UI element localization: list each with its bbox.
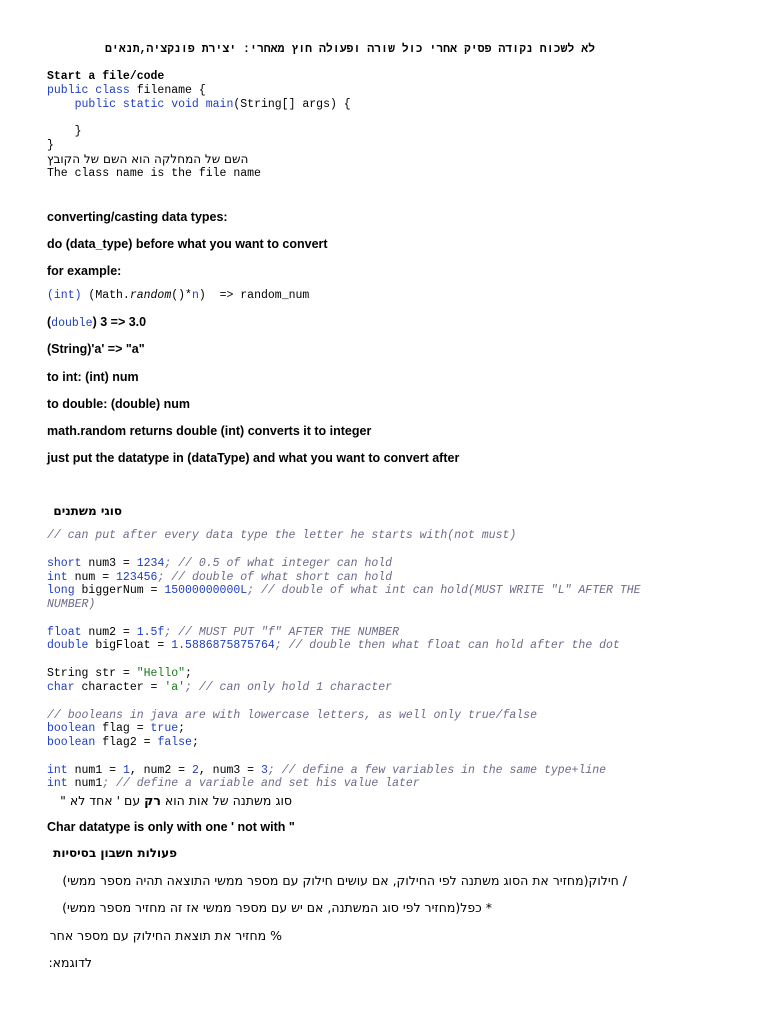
code-boolean: true — [150, 722, 179, 735]
example-string: (String)'a' => "a" — [47, 342, 145, 356]
code-text: num2 = — [81, 626, 137, 639]
code-variable: n — [191, 289, 199, 302]
code-keyword: int — [47, 777, 68, 790]
code-long-cont: NUMBER) — [47, 598, 96, 611]
note-emphasis: רק — [144, 793, 161, 808]
code-long — [47, 584, 641, 598]
code-number: 2 — [191, 764, 199, 777]
example-text: ) 3 => 3.0 — [92, 315, 147, 329]
code-comment: ; // can only hold 1 character — [185, 681, 393, 694]
example-to-int: to int: (int) num — [47, 370, 139, 384]
code-number: 1.5886875875764 — [171, 639, 275, 652]
code-function: main — [205, 98, 234, 111]
code-text: ; — [191, 736, 199, 749]
code-keyword: int — [47, 764, 68, 777]
code-keyword: char — [47, 681, 75, 694]
note-text: עם ' אחד לא " — [60, 793, 145, 808]
example-datatype: just put the datatype in (dataType) and what you want to convert after — [47, 451, 460, 465]
code-number: 1234 — [136, 557, 165, 570]
bool-comment: // booleans in java are with lowercase letters, as well only true/false — [47, 709, 537, 722]
code-line-main — [47, 98, 351, 112]
example-to-double: to double: (double) num — [47, 397, 191, 411]
code-comment: ; // double of what short can hold — [157, 571, 393, 584]
code-text: (Math. — [81, 289, 130, 302]
note-text: סוג משתנה של אות הוא — [160, 793, 292, 808]
code-keyword: public static void — [74, 98, 199, 111]
code-multi — [47, 764, 606, 778]
code-comment: ; // define a few variables in the same type+line — [267, 764, 607, 777]
class-note: The class name is the file name — [47, 167, 261, 180]
code-text: flag = — [95, 722, 151, 735]
code-keyword: float — [47, 626, 82, 639]
code-number: 3 — [261, 764, 268, 777]
example-double — [47, 315, 146, 331]
code-boolean: false — [157, 736, 192, 749]
code-number: 1.5f — [136, 626, 165, 639]
code-float — [47, 626, 399, 640]
math-division: / חילוק(מחזיר את הסוג משתנה לפי החילוק, אם עושים חילוק עם מספר ממשי התוצאה תהיה מספר ממשי) — [62, 873, 627, 888]
char-hebrew-note — [47, 793, 292, 808]
code-keyword: (int) — [47, 289, 82, 302]
code-text: ()* — [171, 289, 192, 302]
code-number: 123456 — [116, 571, 158, 584]
for-example-label: for example: — [47, 264, 122, 278]
code-line-class — [47, 84, 206, 98]
code-text: (String[] args) { — [233, 98, 351, 111]
casting-title: converting/casting data types: — [47, 210, 228, 224]
code-text: , num2 = — [129, 764, 192, 777]
code-keyword: double — [47, 639, 89, 652]
code-number: 1 — [122, 764, 130, 777]
code-text: num1 — [67, 777, 103, 790]
code-comment: ; // define a variable and set his value later — [102, 777, 420, 790]
types-title: סוגי משתנים — [53, 504, 122, 518]
code-text: bigFloat = — [88, 639, 172, 652]
code-text: num1 = — [67, 764, 123, 777]
start-title: Start a file/code — [47, 70, 165, 83]
paren: ( — [47, 315, 52, 329]
code-keyword: int — [47, 571, 68, 584]
code-short — [47, 557, 392, 571]
code-indent — [47, 98, 75, 111]
code-comment: ; // 0.5 of what integer can hold — [164, 557, 393, 570]
code-keyword: double — [51, 317, 93, 330]
code-text: filename { — [129, 84, 206, 97]
code-keyword: boolean — [47, 736, 96, 749]
code-int — [47, 571, 392, 585]
code-keyword: short — [47, 557, 82, 570]
code-bool2 — [47, 736, 199, 750]
code-comment: ; // double then what float can hold after the dot — [274, 639, 620, 652]
hebrew-class-note: השם של המחלקה הוא השם של הקובץ — [47, 152, 249, 166]
code-string — [47, 667, 192, 681]
code-decl — [47, 777, 420, 791]
code-keyword: boolean — [47, 722, 96, 735]
math-example: לדוגמא: — [48, 955, 92, 970]
code-text: biggerNum = — [74, 584, 165, 597]
code-char-literal: 'a' — [164, 681, 186, 694]
char-note: Char datatype is only with one ' not with " — [47, 820, 295, 834]
code-text: , num3 = — [198, 764, 261, 777]
code-double — [47, 639, 620, 653]
code-text: String str = — [47, 667, 137, 680]
code-keyword: long — [47, 584, 75, 597]
code-keyword: public class — [47, 84, 130, 97]
code-comment: ; // double of what int can hold(MUST WRITE "L" AFTER THE — [247, 584, 641, 597]
code-line-close-inner: } — [47, 125, 82, 138]
example-random — [47, 289, 309, 303]
code-comment: ; // MUST PUT "f" AFTER THE NUMBER — [164, 626, 399, 639]
code-text: character = — [74, 681, 165, 694]
code-char — [47, 681, 392, 695]
code-method: random — [129, 289, 172, 302]
code-text: ; — [185, 667, 192, 680]
code-text: flag2 = — [95, 736, 158, 749]
casting-line: do (data_type) before what you want to convert — [47, 237, 328, 251]
header-note: לא לשכוח נקודה פסיק אחרי כול שורה ופעולה חוץ מאחרי: יצירת פונקציה,תנאים — [105, 43, 595, 56]
example-math-random: math.random returns double (int) converts it to integer — [47, 424, 372, 438]
math-modulo: % מחזיר את תוצאת החילוק עם מספר אחר — [49, 928, 282, 943]
math-multiply: * כפל(מחזיר לפי סוג המשתנה, אם יש עם מספר ממשי אז זה מחזיר מספר ממשי) — [62, 900, 492, 915]
code-bool1 — [47, 722, 185, 736]
code-text: num3 = — [81, 557, 137, 570]
code-line-close-outer: } — [47, 139, 54, 152]
code-text: num = — [67, 571, 117, 584]
math-title: פעולות חשבון בסיסיות — [53, 846, 177, 860]
code-number: 15000000000L — [164, 584, 248, 597]
types-comment: // can put after every data type the letter he starts with(not must) — [47, 529, 517, 542]
code-string-literal: "Hello" — [136, 667, 186, 680]
code-text: ; — [178, 722, 186, 735]
code-text: ) => random_num — [198, 289, 310, 302]
